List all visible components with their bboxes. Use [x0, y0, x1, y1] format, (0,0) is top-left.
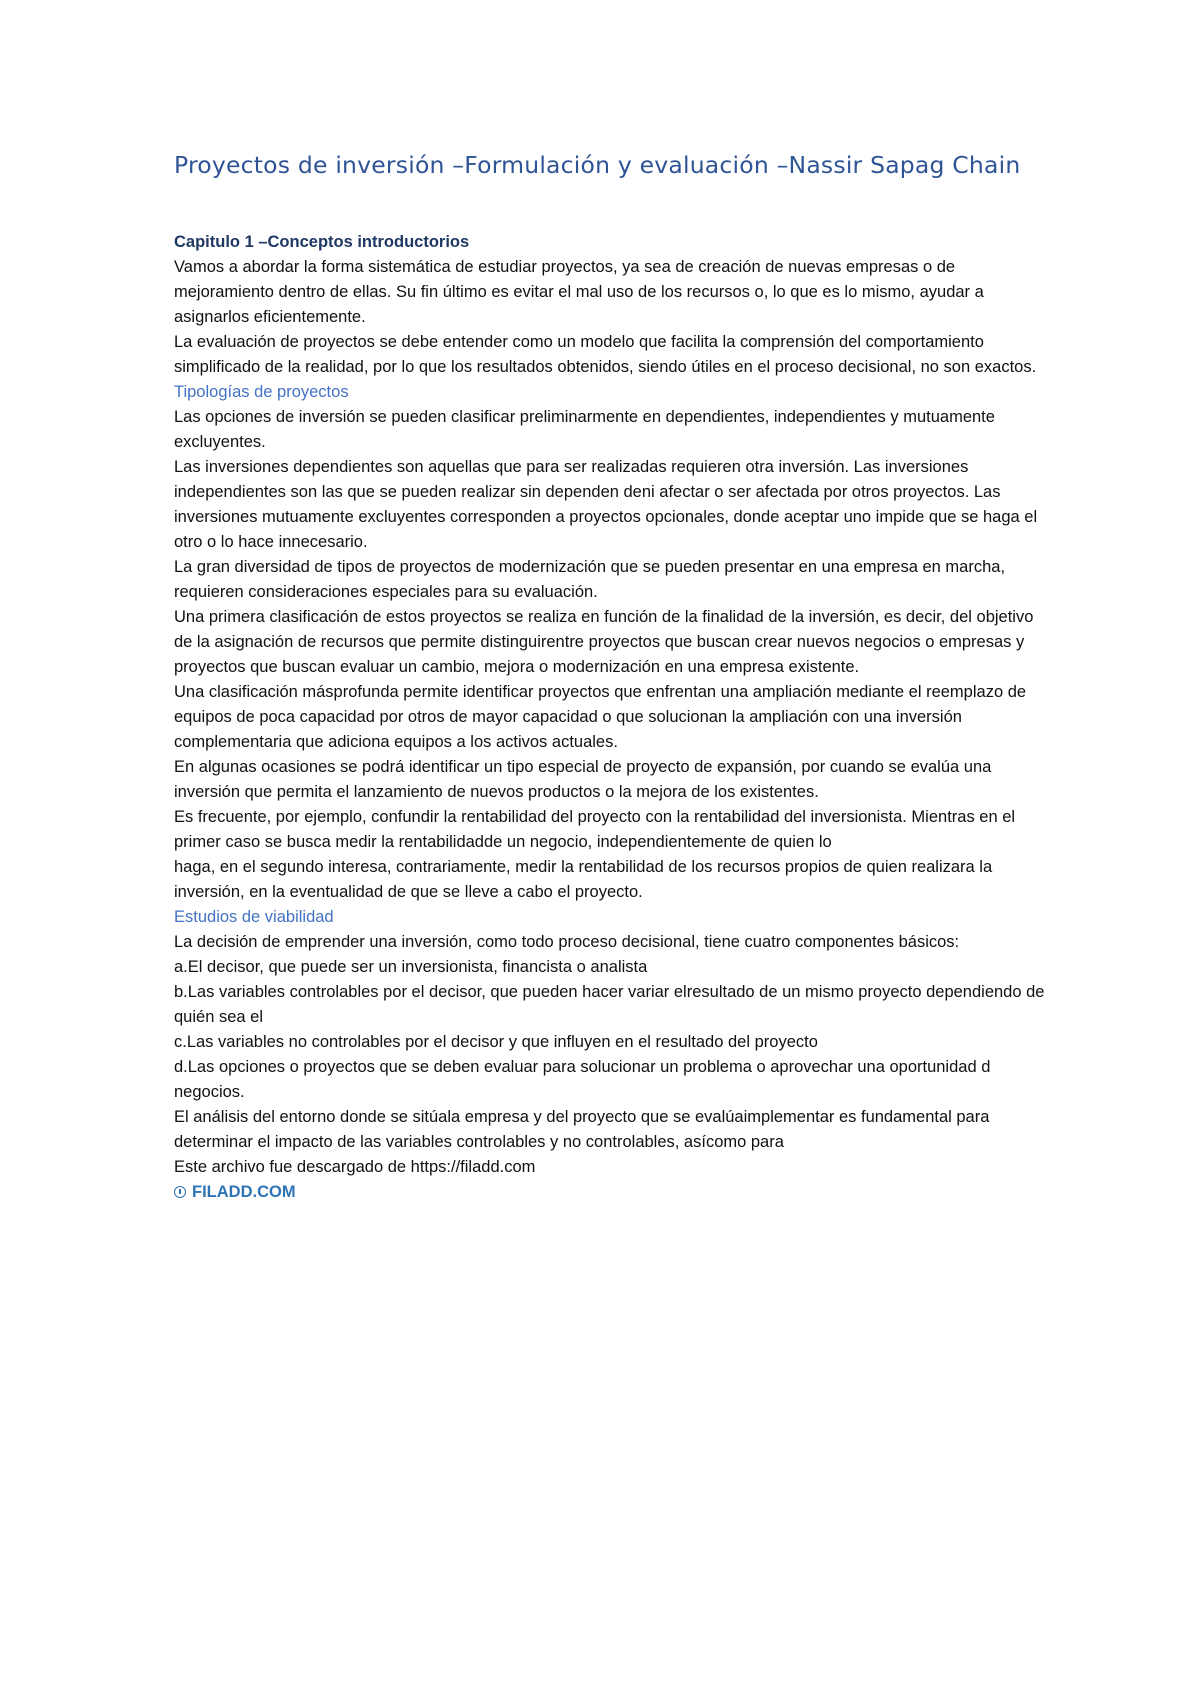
body-paragraph: Vamos a abordar la forma sistemática de estudiar proyectos, ya sea de creación de nuevas empresas o de mejoramiento dentro de ellas. Su fin último es evitar el mal uso de los recursos o, lo que es lo mismo, ayudar a asignarlos eficientemente. [174, 258, 984, 326]
body-paragraph: Este archivo fue descargado de https://filadd.com [174, 1158, 536, 1176]
info-circle-icon [174, 1186, 186, 1198]
body-paragraph: haga, en el segundo interesa, contrariamente, medir la rentabilidad de los recursos propios de quien realizara la inversión, en la eventualidad de que se lleve a cabo el proyecto. [174, 858, 993, 901]
body-paragraph: En algunas ocasiones se podrá identificar un tipo especial de proyecto de expansión, por cuando se evalúa una inversión que permita el lanzamiento de nuevos productos o la mejora de los existentes. [174, 758, 992, 801]
body-paragraph: La gran diversidad de tipos de proyectos de modernización que se pueden presentar en una empresa en marcha, requieren consideraciones especiales para su evaluación. [174, 558, 1006, 601]
body-paragraph: Las opciones de inversión se pueden clasificar preliminarmente en dependientes, independientes y mutuamente excluyentes. [174, 408, 995, 451]
filadd-link-label: FILADD.COM [192, 1183, 296, 1201]
body-paragraph: b.Las variables controlables por el decisor, que pueden hacer variar elresultado de un mismo proyecto dependiendo de quién sea el [174, 983, 1045, 1026]
document-body [174, 255, 1054, 1180]
body-paragraph: d.Las opciones o proyectos que se deben evaluar para solucionar un problema o aprovechar una oportunidad d negocios. [174, 1058, 991, 1101]
body-paragraph: La decisión de emprender una inversión, como todo proceso decisional, tiene cuatro componentes básicos: [174, 933, 960, 951]
title-spacer [174, 182, 1054, 230]
body-paragraph: La evaluación de proyectos se debe entender como un modelo que facilita la comprensión del comportamiento simplificado de la realidad, por lo que los resultados obtenidos, siendo útiles en el proceso decisional, no son exactos. [174, 333, 1037, 376]
body-paragraph: Las inversiones dependientes son aquellas que para ser realizadas requieren otra inversión. Las inversiones independientes son las que se pueden realizar sin dependen deni afectar o ser afectada por otros proyectos. Las inversiones mutuamente excluyentes corresponden a proyectos opcionales, donde aceptar uno impide que se haga el otro o lo hace innecesario. [174, 458, 1038, 551]
body-paragraph: Una primera clasificación de estos proyectos se realiza en función de la finalidad de la inversión, es decir, del objetivo de la asignación de recursos que permite distinguirentre proyectos que buscan crear nuevos negocios o empresas y proyectos que buscan evaluar un cambio, mejora o modernización en una empresa existente. [174, 608, 1034, 676]
document-page [174, 148, 1054, 1205]
body-paragraph: c.Las variables no controlables por el decisor y que influyen en el resultado del proyecto [174, 1033, 818, 1051]
chapter-heading: Capitulo 1 –Conceptos introductorios [174, 233, 470, 251]
body-paragraph: Una clasificación másprofunda permite identificar proyectos que enfrentan una ampliación mediante el reemplazo de equipos de poca capacidad por otros de mayor capacidad o que solucionan la ampliación con una inversión complementaria que adiciona equipos a los activos actuales. [174, 683, 1027, 751]
section-heading: Tipologías de proyectos [174, 383, 349, 401]
filadd-link[interactable] [174, 1180, 1054, 1205]
body-paragraph: a.El decisor, que puede ser un inversionista, financista o analista [174, 958, 648, 976]
section-heading: Estudios de viabilidad [174, 908, 334, 926]
body-paragraph: Es frecuente, por ejemplo, confundir la rentabilidad del proyecto con la rentabilidad del inversionista. Mientras en el primer caso se busca medir la rentabilidadde un negocio, independientemente de quien lo [174, 808, 1016, 851]
body-paragraph: El análisis del entorno donde se sitúala empresa y del proyecto que se evalúaimplementar es fundamental para determinar el impacto de las variables controlables y no controlables, asícomo para [174, 1108, 990, 1151]
document-title: Proyectos de inversión –Formulación y evaluación –Nassir Sapag Chain [174, 151, 1021, 179]
